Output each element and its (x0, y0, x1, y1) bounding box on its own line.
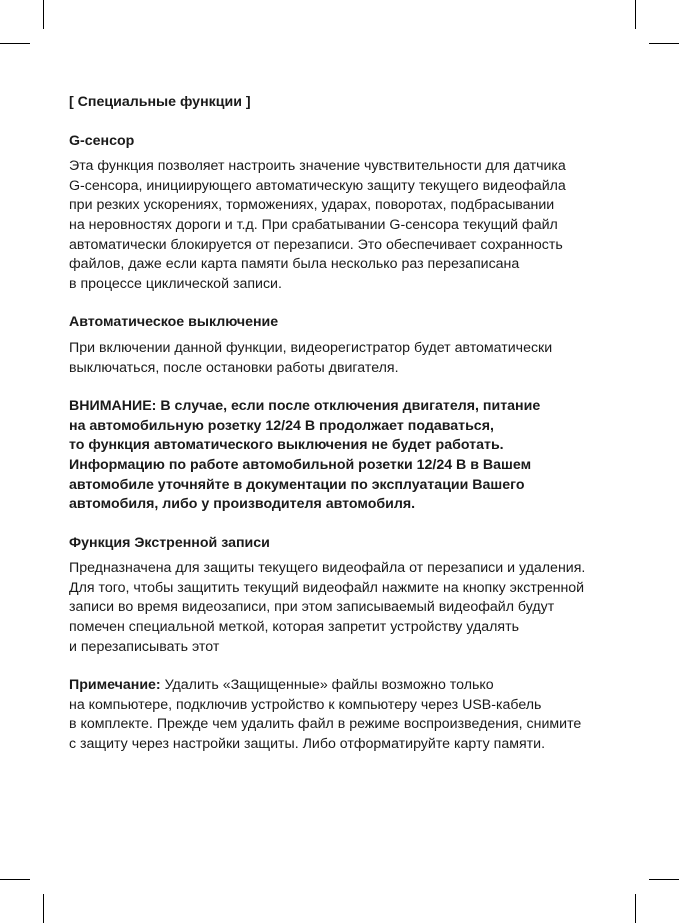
paragraph-line: G-сенсора, инициирующего автоматическую защиту текущего видеофайла (69, 177, 566, 194)
paragraph-line: с защиту через настройки защиты. Либо отформатируйте карту памяти. (69, 736, 546, 753)
warning-line: на автомобильную розетку 12/24 В продолжает подаваться, (69, 417, 494, 434)
paragraph-line: При включении данной функции, видеорегистратор будет автоматически (69, 339, 553, 356)
paragraph-line: на неровностях дороги и т.д. При срабатывании G-сенсора текущий файл (69, 216, 558, 233)
warning-line: автомобиля, либо у производителя автомобиля. (69, 496, 416, 513)
section-gsensor (69, 132, 614, 295)
crop-mark-bottom-right-vertical (635, 894, 636, 923)
crop-mark-bottom-left-vertical (43, 894, 44, 923)
note-label: Примечание: (69, 677, 161, 694)
paragraph-line: файлов, даже если карта памяти была несколько раз перезаписана (69, 256, 520, 273)
section-note (69, 676, 614, 754)
section-title-gsensor: G-сенсор (69, 132, 135, 149)
paragraph-line: записи во время видеозаписи, при этом записываемый видеофайл будут (69, 599, 555, 616)
warning-line: Информацию по работе автомобильной розетки 12/24 В в Вашем (69, 456, 532, 473)
crop-mark-top-right-horizontal (649, 43, 679, 44)
note-first-line (69, 676, 614, 696)
paragraph-line: в процессе циклической записи. (69, 275, 282, 292)
section-auto-off (69, 313, 614, 378)
paragraph-line: Предназначена для защиты текущего видеофайла от перезаписи и удаления. (69, 560, 586, 577)
paragraph-line: автоматически блокируется от перезаписи. Это обеспечивает сохранность (69, 236, 563, 253)
paragraph-line: и перезаписывать этот (69, 638, 220, 655)
note-first-line-text: Удалить «Защищенные» файлы возможно только (160, 677, 494, 694)
paragraph-line: в комплекте. Прежде чем удалить файл в режиме воспроизведения, снимите (69, 716, 582, 733)
warning-line: ВНИМАНИЕ: В случае, если после отключения двигателя, питание (69, 398, 541, 415)
paragraph-line: Эта функция позволяет настроить значение чувствительности для датчика (69, 158, 566, 175)
warning-block (69, 397, 614, 515)
paragraph-line: помечен специальной меткой, которая запретит устройству удалять (69, 619, 519, 636)
page-title: [ Специальные функции ] (69, 94, 251, 110)
document-page (69, 93, 614, 755)
crop-mark-top-left-vertical (43, 0, 44, 29)
paragraph-line: при резких ускорениях, торможениях, ударах, поворотах, подбрасывании (69, 197, 555, 214)
section-title-auto-off: Автоматическое выключение (69, 314, 279, 331)
warning-line: автомобиле уточняйте в документации по эксплуатации Вашего (69, 476, 525, 493)
section-title-emergency: Функция Экстренной записи (69, 534, 270, 551)
paragraph-line: Для того, чтобы защитить текущий видеофайл нажмите на кнопку экстренной (69, 579, 585, 596)
paragraph-line: на компьютере, подключив устройство к компьютеру через USB-кабель (69, 696, 542, 713)
section-emergency-recording (69, 534, 614, 658)
crop-mark-top-left-horizontal (0, 43, 30, 44)
crop-mark-bottom-left-horizontal (0, 879, 30, 880)
paragraph-line: выключаться, после остановки работы двигателя. (69, 359, 399, 376)
warning-line: то функция автоматического выключения не будет работать. (69, 437, 504, 454)
crop-mark-bottom-right-horizontal (649, 879, 679, 880)
crop-mark-top-right-vertical (635, 0, 636, 29)
